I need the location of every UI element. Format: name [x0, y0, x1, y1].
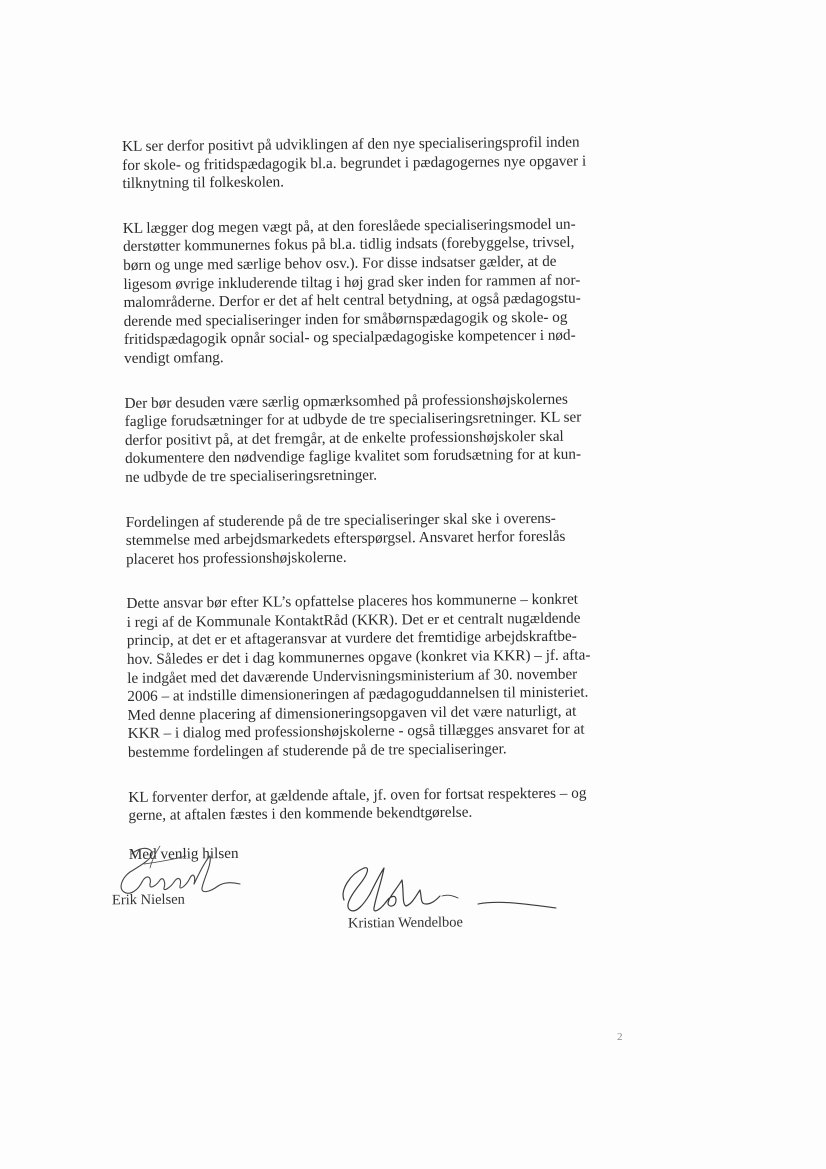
text-line: 2006 – at indstille dimensioneringen af pædagoguddannelsen til ministeriet. — [127, 683, 589, 706]
text-line: i regi af de Kommunale KontaktRåd (KKR). Det er et centralt nugældende — [126, 609, 581, 631]
text-line: vendigt omfang. — [124, 348, 224, 367]
text-line: KL forventer derfor, at gældende aftale, jf. oven for fortsat respekteres – og — [128, 784, 587, 806]
text-line: børn og unge med særlige behov osv.). For disse indsatser gælder, at de — [123, 252, 557, 274]
text-line: Dette ansvar bør efter KL’s opfattelse placeres hos kommunerne – konkret — [126, 590, 579, 613]
text-line: ligesom øvrige inkluderende tiltag i høj grad sker inden for rammen af nor- — [123, 271, 581, 293]
text-line: derfor positivt på, at det fremgår, at de enkelte professionshøjskoler skal — [124, 427, 564, 449]
text-line: placeret hos professionshøjskolerne. — [125, 548, 347, 568]
text-line: Med denne placering af dimensioneringsopgaven vil det være naturligt, at — [127, 702, 577, 724]
text-line: for skole- og fritidspædagogik bl.a. begrundet i pædagogernes nye opgaver i — [122, 152, 587, 174]
text-line: dokumentere den nødvendige faglige kvalitet som forudsætning for at kun- — [124, 445, 582, 468]
text-line: fritidspædagogik opnår social- og specialpædagogiske kompetencer i nød- — [123, 326, 576, 349]
page-number: 2 — [617, 1031, 623, 1043]
text-line: Der bør desuden være særlig opmærksomhed på professionshøjskolernes — [124, 390, 568, 412]
text-line: KL lægger dog megen vægt på, at den foreslåede specialiseringsmodel un- — [122, 215, 576, 237]
text-line: princip, at det er et aftageransvar at vurdere det fremtidige arbejdskraftbe- — [126, 628, 577, 650]
text-line: hov. Således er det i dag kommunernes opgave (konkret via KKR) – jf. afta- — [126, 646, 591, 669]
text-line: gerne, at aftalen fæstes i den kommende bekendtgørelse. — [128, 803, 473, 825]
text-line: ne udbyde de tre specialiseringsretninger. — [125, 466, 378, 486]
closing-salutation: Med venlig hilsen — [128, 844, 239, 863]
text-line: KKR – i dialog med professionshøjskolerne - også tillægges ansvaret for at — [127, 721, 585, 743]
signatory-name-erik: Erik Nielsen — [111, 891, 185, 909]
text-line: derende med specialiseringer inden for småbørnspædagogik og skole- og — [123, 308, 568, 330]
text-line: derstøtter kommunernes fokus på bl.a. tidlig indsats (forebyggelse, trivsel, — [122, 234, 575, 256]
text-line: tilknytning til folkeskolen. — [122, 173, 285, 193]
text-line: le indgået med det daværende Undervisningsministerium af 30. november — [127, 665, 578, 687]
signatory-name-kristian: Kristian Wendelboe — [347, 914, 464, 932]
text-line: KL ser derfor positivt på udviklingen af den nye specialiseringsprofil inden — [122, 133, 580, 155]
text-line: malområderne. Derfor er det af helt central betydning, at også pædagogstu- — [123, 289, 581, 312]
text-line: Fordelingen af studerende på de tre specialiseringer skal ske i overens- — [125, 509, 556, 531]
text-line: faglige forudsætninger for at udbyde de tre specialiseringsretninger. KL ser — [124, 408, 582, 431]
text-line: bestemme fordelingen af studerende på de tre specialiseringer. — [127, 740, 507, 762]
text-line: stemmelse med arbejdsmarkedets efterspørgsel. Ansvaret herfor foreslås — [125, 527, 566, 550]
